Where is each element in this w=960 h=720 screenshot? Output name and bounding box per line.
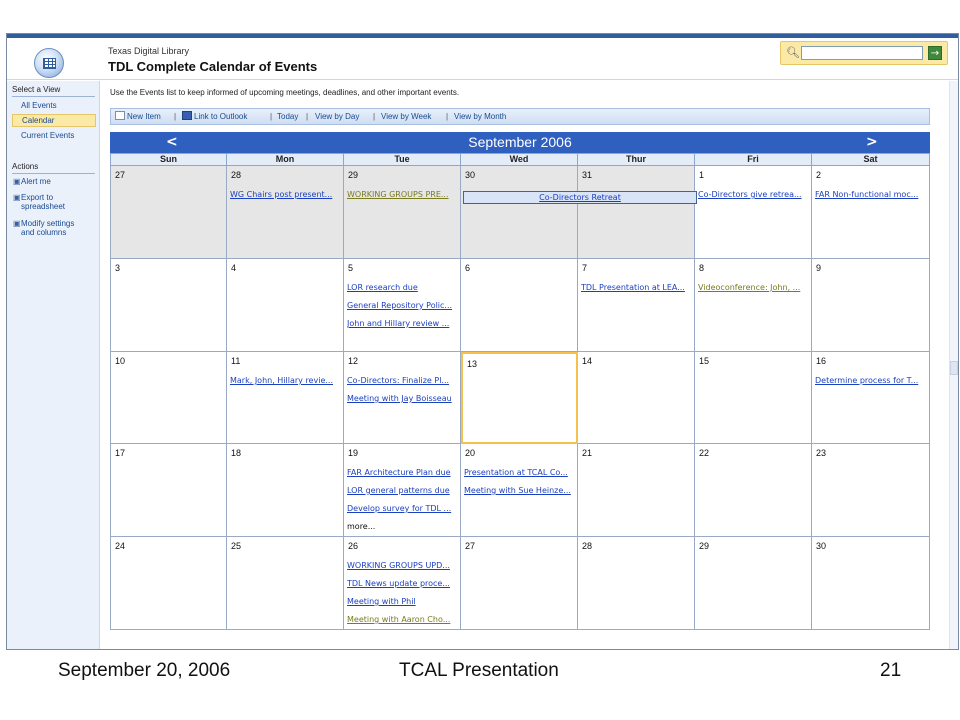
day-number[interactable]: 30 bbox=[816, 541, 827, 551]
bullet-icon: ▣ bbox=[13, 177, 21, 186]
weekday-header: Thur bbox=[578, 153, 695, 166]
day-number[interactable]: 8 bbox=[699, 263, 705, 273]
footer-title: TCAL Presentation bbox=[399, 660, 559, 681]
view-by-week-button[interactable]: View by Week bbox=[381, 112, 432, 121]
day-number[interactable]: 23 bbox=[816, 448, 827, 458]
weekday-header: Sun bbox=[110, 153, 227, 166]
day-number[interactable]: 18 bbox=[231, 448, 242, 458]
day-cell[interactable] bbox=[344, 537, 461, 630]
day-cell[interactable] bbox=[344, 444, 461, 537]
day-cell[interactable] bbox=[344, 166, 461, 259]
day-number[interactable]: 28 bbox=[231, 170, 242, 180]
day-number[interactable]: 10 bbox=[115, 356, 126, 366]
more-events-link[interactable]: more... bbox=[347, 522, 376, 531]
footer-date: September 20, 2006 bbox=[58, 660, 231, 681]
day-cell[interactable] bbox=[812, 537, 930, 630]
day-number[interactable]: 7 bbox=[582, 263, 588, 273]
toolbar-separator: | bbox=[446, 112, 449, 121]
event-link[interactable]: Videoconference: John, ... bbox=[698, 283, 801, 292]
event-link[interactable]: John and Hillary review ... bbox=[347, 319, 450, 328]
views-heading: Select a View bbox=[12, 85, 61, 94]
day-cell[interactable] bbox=[578, 259, 695, 352]
scrollbar-thumb[interactable] bbox=[950, 361, 958, 375]
bullet-icon: ▣ bbox=[13, 219, 21, 228]
day-number[interactable]: 28 bbox=[582, 541, 593, 551]
event-link[interactable]: LOR research due bbox=[347, 283, 418, 292]
day-cell[interactable] bbox=[461, 444, 578, 537]
day-number[interactable]: 29 bbox=[699, 541, 710, 551]
day-number[interactable]: 27 bbox=[465, 541, 476, 551]
action-export-spreadsheet[interactable] bbox=[13, 193, 65, 211]
action-modify-settings[interactable] bbox=[13, 219, 74, 237]
outlook-icon bbox=[182, 111, 192, 120]
left-navigation bbox=[7, 81, 100, 650]
day-cell[interactable] bbox=[695, 537, 812, 630]
day-number[interactable]: 14 bbox=[582, 356, 593, 366]
event-link[interactable]: FAR Non-functional moc... bbox=[815, 190, 919, 199]
day-cell[interactable] bbox=[578, 444, 695, 537]
action-label: spreadsheet bbox=[21, 202, 66, 211]
weekday-header: Fri bbox=[695, 153, 812, 166]
day-cell[interactable] bbox=[461, 537, 578, 630]
toolbar-separator: | bbox=[373, 112, 376, 121]
link-outlook-label: Link to Outlook bbox=[194, 112, 248, 121]
search-input[interactable] bbox=[801, 46, 923, 60]
link-outlook-button[interactable] bbox=[182, 109, 247, 124]
day-cell[interactable] bbox=[227, 537, 344, 630]
day-cell[interactable] bbox=[812, 259, 930, 352]
day-number[interactable]: 1 bbox=[699, 170, 705, 180]
calendar-toolbar bbox=[110, 108, 930, 125]
view-by-month-button[interactable]: View by Month bbox=[454, 112, 507, 121]
weekday-header: Tue bbox=[344, 153, 461, 166]
event-link[interactable]: Meeting with Phil bbox=[347, 597, 416, 606]
sharepoint-window bbox=[6, 33, 959, 650]
action-label: and columns bbox=[21, 228, 67, 237]
day-number[interactable]: 12 bbox=[348, 356, 359, 366]
today-button[interactable]: Today bbox=[277, 112, 299, 121]
intro-text: Use the Events list to keep informed of upcoming meetings, deadlines, and other important events. bbox=[110, 88, 460, 97]
day-cell[interactable] bbox=[344, 259, 461, 352]
day-number[interactable]: 19 bbox=[348, 448, 359, 458]
event-link[interactable]: Meeting with Aaron Cho... bbox=[347, 615, 451, 624]
day-cell[interactable] bbox=[227, 352, 344, 444]
view-by-day-button[interactable]: View by Day bbox=[315, 112, 360, 121]
event-link[interactable]: WORKING GROUPS UPD... bbox=[347, 561, 450, 570]
previous-month-arrow-icon[interactable]: < bbox=[166, 134, 178, 150]
day-number[interactable]: 22 bbox=[699, 448, 710, 458]
day-cell[interactable] bbox=[578, 166, 695, 259]
next-month-arrow-icon[interactable]: > bbox=[866, 134, 878, 150]
day-number[interactable]: 3 bbox=[115, 263, 121, 273]
day-number[interactable]: 20 bbox=[465, 448, 476, 458]
site-name-link[interactable]: Texas Digital Library bbox=[108, 46, 190, 56]
event-link[interactable]: Determine process for T... bbox=[815, 376, 919, 385]
new-item-button[interactable] bbox=[115, 109, 161, 124]
day-number[interactable]: 17 bbox=[115, 448, 126, 458]
weekday-header: Mon bbox=[227, 153, 344, 166]
view-current-events[interactable]: Current Events bbox=[21, 131, 75, 140]
footer-page-number: 21 bbox=[880, 660, 902, 681]
day-cell[interactable] bbox=[812, 352, 930, 444]
day-number[interactable]: 31 bbox=[582, 170, 593, 180]
new-item-icon bbox=[115, 111, 125, 120]
action-label: Alert me bbox=[21, 177, 51, 186]
vertical-scrollbar[interactable] bbox=[949, 81, 958, 650]
site-header bbox=[7, 38, 958, 80]
day-cell[interactable] bbox=[110, 444, 227, 537]
month-title: September 2006 bbox=[468, 134, 572, 150]
day-number[interactable]: 5 bbox=[348, 263, 354, 273]
day-cell[interactable] bbox=[812, 444, 930, 537]
day-cell[interactable] bbox=[812, 166, 930, 259]
nav-divider bbox=[12, 96, 95, 97]
day-number[interactable]: 29 bbox=[348, 170, 359, 180]
day-cell[interactable] bbox=[578, 537, 695, 630]
day-number[interactable]: 2 bbox=[816, 170, 822, 180]
event-link[interactable]: Co-Directors: Finalize Pl... bbox=[347, 376, 450, 385]
multiday-event-bar[interactable]: Co-Directors Retreat bbox=[463, 191, 697, 204]
event-link[interactable]: WG Chairs post present... bbox=[230, 190, 333, 199]
event-link[interactable]: General Repository Polic... bbox=[347, 301, 453, 310]
day-cell[interactable] bbox=[695, 352, 812, 444]
view-all-events[interactable]: All Events bbox=[21, 101, 57, 110]
day-cell[interactable] bbox=[110, 537, 227, 630]
day-cell[interactable] bbox=[227, 444, 344, 537]
day-cell[interactable] bbox=[461, 259, 578, 352]
event-link[interactable]: LOR general patterns due bbox=[347, 486, 450, 495]
weekday-header: Wed bbox=[461, 153, 578, 166]
action-alert-me[interactable] bbox=[13, 177, 51, 186]
new-item-label: New Item bbox=[127, 112, 161, 121]
day-number[interactable]: 11 bbox=[231, 356, 241, 366]
toolbar-separator: | bbox=[270, 112, 273, 121]
search-icon: 🔍︎ bbox=[786, 46, 800, 59]
event-link[interactable]: WORKING GROUPS PRE... bbox=[347, 190, 449, 199]
day-cell[interactable] bbox=[461, 166, 578, 259]
event-link[interactable]: Meeting with Sue Heinze... bbox=[464, 486, 571, 495]
action-label: Export to bbox=[21, 193, 54, 202]
weekday-header-row bbox=[110, 153, 930, 166]
action-label: Modify settings bbox=[21, 219, 75, 228]
calendar-month-header bbox=[110, 132, 930, 153]
event-link[interactable]: Presentation at TCAL Co... bbox=[464, 468, 568, 477]
day-number[interactable]: 30 bbox=[465, 170, 476, 180]
calendar-logo-icon bbox=[34, 48, 64, 78]
calendar-grid bbox=[110, 166, 930, 630]
day-cell-today[interactable] bbox=[461, 352, 578, 444]
actions-heading: Actions bbox=[12, 162, 39, 171]
event-link[interactable]: Co-Directors give retrea... bbox=[698, 190, 802, 199]
nav-divider bbox=[12, 173, 95, 174]
day-cell[interactable] bbox=[110, 259, 227, 352]
day-number[interactable]: 9 bbox=[816, 263, 822, 273]
day-cell[interactable] bbox=[695, 166, 812, 259]
event-link[interactable]: FAR Architecture Plan due bbox=[347, 468, 451, 477]
toolbar-separator: | bbox=[306, 112, 309, 121]
event-link[interactable]: Meeting with Jay Boisseau bbox=[347, 394, 452, 403]
day-number[interactable]: 27 bbox=[115, 170, 126, 180]
day-cell[interactable] bbox=[110, 166, 227, 259]
event-link[interactable]: Mark, John, Hillary revie... bbox=[230, 376, 333, 385]
weekday-header: Sat bbox=[812, 153, 930, 166]
search-go-button[interactable]: → bbox=[928, 46, 942, 60]
day-cell[interactable] bbox=[578, 352, 695, 444]
day-number[interactable]: 4 bbox=[231, 263, 237, 273]
day-number[interactable]: 6 bbox=[465, 263, 471, 273]
event-link[interactable]: TDL News update proce... bbox=[347, 579, 450, 588]
day-number[interactable]: 15 bbox=[699, 356, 710, 366]
day-number[interactable]: 13 bbox=[467, 359, 478, 369]
event-link[interactable]: Develop survey for TDL ... bbox=[347, 504, 452, 513]
day-number[interactable]: 24 bbox=[115, 541, 126, 551]
view-calendar[interactable]: Calendar bbox=[12, 114, 96, 127]
day-number[interactable]: 16 bbox=[816, 356, 827, 366]
page-title: TDL Complete Calendar of Events bbox=[108, 59, 318, 74]
day-cell[interactable] bbox=[695, 259, 812, 352]
day-number[interactable]: 21 bbox=[582, 448, 593, 458]
toolbar-separator: | bbox=[174, 112, 177, 121]
day-number[interactable]: 26 bbox=[348, 541, 359, 551]
day-cell[interactable] bbox=[110, 352, 227, 444]
day-cell[interactable] bbox=[344, 352, 461, 444]
day-cell[interactable] bbox=[227, 259, 344, 352]
bullet-icon: ▣ bbox=[13, 193, 21, 202]
day-cell[interactable] bbox=[695, 444, 812, 537]
day-cell[interactable] bbox=[227, 166, 344, 259]
event-link[interactable]: TDL Presentation at LEA... bbox=[581, 283, 685, 292]
search-box bbox=[780, 41, 948, 65]
day-number[interactable]: 25 bbox=[231, 541, 242, 551]
